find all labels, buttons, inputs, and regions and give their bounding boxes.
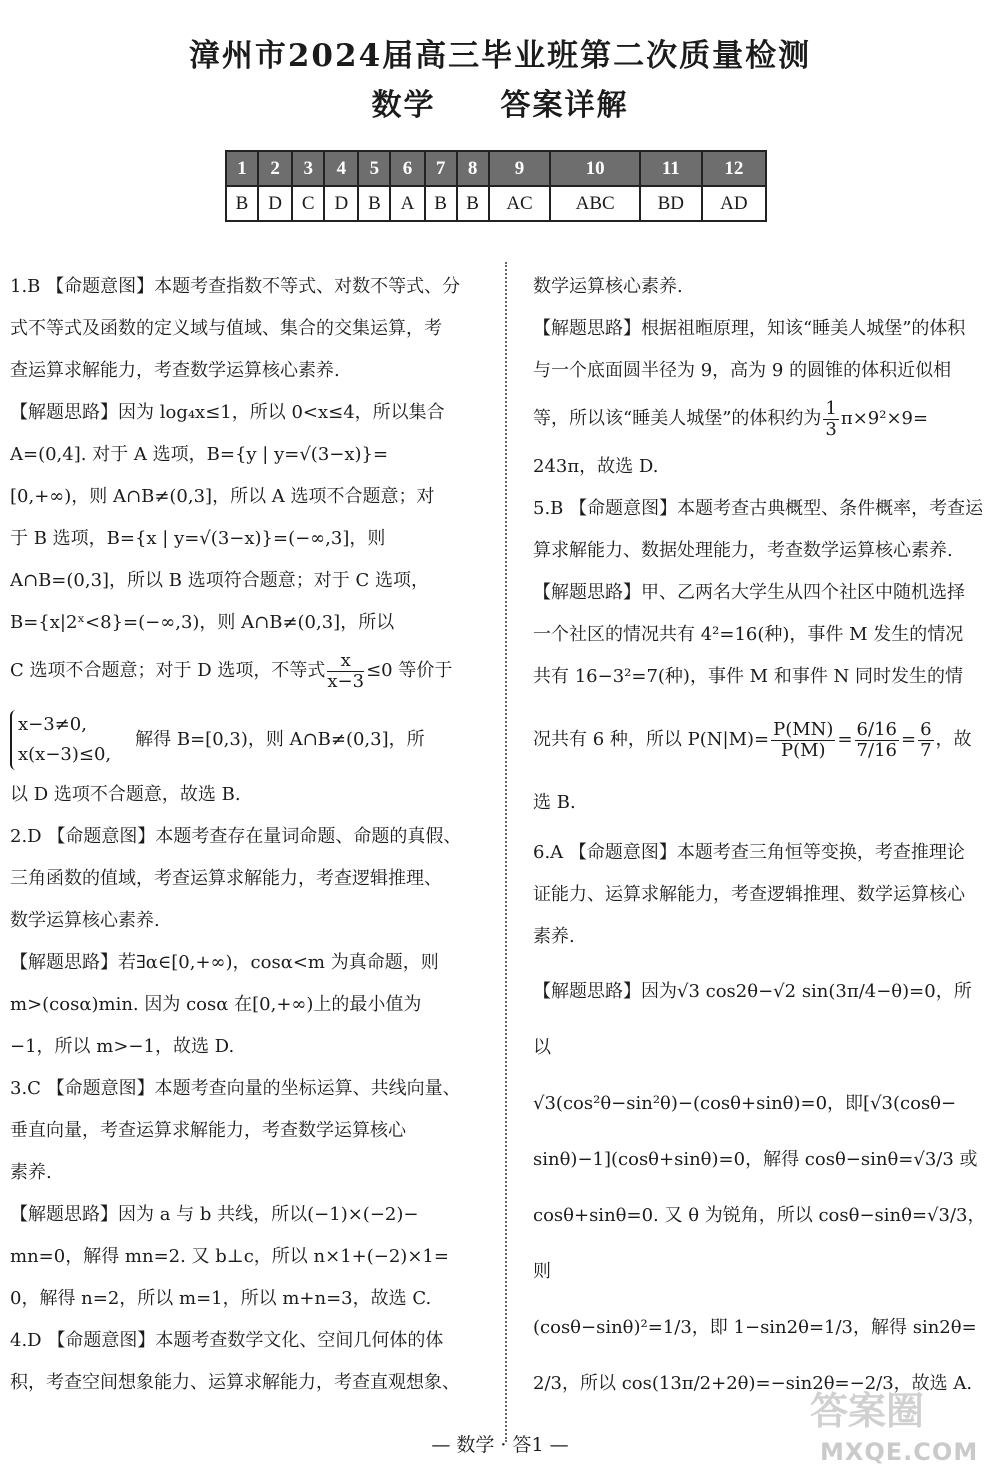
question-number: 2 [258, 151, 292, 186]
answer-table-answers-row [226, 186, 766, 221]
q6-solution: 【解题思路】因为√3 cos2θ−√2 sin(3π/4−θ)=0，所以 [533, 981, 972, 1058]
q4-text: 数学运算核心素养. [533, 276, 683, 297]
q4-text: 积，考查空间想象能力、运算求解能力，考查直观想象、 [10, 1372, 460, 1393]
q5-text: 5.B 【命题意图】本题考查古典概型、条件概率，考查运 [533, 498, 984, 519]
page-footer: — 数学 · 答1 — [431, 1434, 569, 1456]
q4-text-part: 等，所以该“睡美人城堡”的体积约为 [533, 408, 822, 429]
left-column [10, 266, 475, 1404]
watermark-url: MXQE.COM [820, 1438, 979, 1466]
fraction-denominator: x−3 [327, 670, 365, 692]
answer-cell: BD [640, 186, 702, 221]
q1-solution: [0,+∞)，则 A∩B≠(0,3]，所以 A 选项不合题意；对 [10, 486, 435, 507]
answer-cell: B [226, 186, 258, 221]
answer-explanation-label: 答案详解 [500, 88, 629, 123]
q2-text: 数学运算核心素养. [10, 910, 160, 931]
q5-text-part: ，故 [935, 729, 972, 750]
q3-solution: mn=0，解得 mn=2. 又 b⊥c，所以 n×1+(−2)×1= [10, 1246, 449, 1267]
q1-solution: 于 B 选项，B={x | y=√(3−x)}=(−∞,3]，则 [10, 528, 386, 549]
answer-cell: B [425, 186, 457, 221]
fraction [771, 720, 835, 761]
fraction [823, 399, 838, 440]
answer-cell: A [390, 186, 424, 221]
q1-solution: A=(0,4]. 对于 A 选项，B={y | y=√(3−x)}= [10, 444, 389, 465]
q5-solution: 共有 16−3²=7(种)，事件 M 和事件 N 同时发生的情 [533, 666, 964, 687]
fraction-numerator: P(MN) [773, 718, 834, 740]
q5-solution: 况共有 6 种，所以 P(N|M)= $\frac{P(MN)}{P(M)}$ = $\frac{6/16}{7/16}$ = $\frac{6}{7}$ ，故 [533, 718, 972, 761]
question-number: 4 [324, 151, 358, 186]
q2-text: 2.D 【命题意图】本题考查存在量词命题、命题的真假、 [10, 826, 462, 847]
q4-solution: 243π，故选 D. [533, 456, 659, 477]
q1-solution: 以 D 选项不合题意，故选 B. [10, 784, 241, 805]
q3-text: 垂直向量，考查运算求解能力，考查数学运算核心 [10, 1120, 406, 1141]
q5-text: 算求解能力、数据处理能力，考查数学运算核心素养. [533, 540, 953, 561]
answer-cell: D [324, 186, 358, 221]
question-number: 9 [489, 151, 551, 186]
q5-solution: 一个社区的情况共有 4²=16(种)，事件 M 发生的情况 [533, 624, 964, 645]
fraction-denominator: P(M) [780, 739, 826, 761]
question-number: 5 [358, 151, 390, 186]
q4-solution: 与一个底面圆半径为 9，高为 9 的圆锥的体积近似相 [533, 360, 952, 381]
q5-text-part: 况共有 6 种，所以 P(N|M)= [533, 729, 770, 750]
q6-solution: cosθ+sinθ=0. 又 θ 为锐角，所以 cosθ−sinθ=√3/3，则 [533, 1205, 986, 1282]
q4-text-part: π×9²×9= [840, 408, 929, 429]
q2-solution: m>(cosα)min. 因为 cosα 在[0,+∞)上的最小值为 [10, 994, 422, 1015]
q3-text: 素养. [10, 1162, 52, 1183]
system-line: x(x−3)≤0, [18, 744, 112, 765]
answer-cell: AD [702, 186, 766, 221]
fraction [918, 720, 933, 761]
system-line: x−3≠0, [18, 714, 87, 735]
q3-solution: 【解题思路】因为 a 与 b 共线，所以(−1)×(−2)− [10, 1204, 419, 1225]
answer-table [225, 150, 767, 222]
answer-cell: C [292, 186, 324, 221]
question-number: 6 [390, 151, 424, 186]
q4-solution [533, 392, 988, 446]
answer-cell: B [358, 186, 390, 221]
q6-solution: 2/3，所以 cos(13π/2+2θ)=−sin2θ=−2/3，故选 A. [533, 1373, 973, 1394]
q1-solution: 【解题思路】因为 log₄x≤1，所以 0<x≤4，所以集合 [10, 402, 445, 423]
column-divider [505, 262, 507, 1442]
watermark-text: 答案圈 [810, 1389, 925, 1433]
q2-solution: −1，所以 m>−1，故选 D. [10, 1036, 235, 1057]
fraction-numerator: 6/16 [856, 718, 897, 740]
q3-text: 3.C 【命题意图】本题考查向量的坐标运算、共线向量、 [10, 1078, 461, 1099]
q1-text: 式不等式及函数的定义域与值域、集合的交集运算，考 [10, 318, 442, 339]
right-column [533, 266, 988, 1412]
fraction-numerator: 1 [825, 397, 837, 419]
question-number: 1 [226, 151, 258, 186]
fraction-numerator: x [327, 651, 364, 672]
equation-system [10, 710, 111, 770]
fraction-denominator: 7/16 [856, 739, 897, 761]
q1-text-part: C 选项不合题意；对于 D 选项，不等式 [10, 660, 326, 681]
fraction-denominator: 3 [825, 418, 837, 440]
question-number: 10 [550, 151, 639, 186]
question-number: 8 [457, 151, 489, 186]
answer-cell: ABC [550, 186, 639, 221]
page-subtitle [0, 80, 1000, 124]
q5-solution: 选 B. [533, 792, 576, 813]
q1-text-part: ≤0 等价于 [366, 660, 453, 681]
q2-text: 三角函数的值域，考查运算求解能力，考查逻辑推理、 [10, 868, 442, 889]
q3-solution: 0，解得 n=2，所以 m=1，所以 m+n=3，故选 C. [10, 1288, 432, 1309]
fraction [855, 720, 899, 761]
question-number: 7 [425, 151, 457, 186]
q1-text: 1.B 【命题意图】本题考查指数不等式、对数不等式、分 [10, 276, 461, 297]
question-number: 3 [292, 151, 324, 186]
q5-solution: 【解题思路】甲、乙两名大学生从四个社区中随机选择 [533, 582, 965, 603]
q6-solution: (cosθ−sinθ)²=1/3，即 1−sin2θ=1/3，解得 sin2θ= [533, 1317, 977, 1338]
q6-solution: sinθ)−1](cosθ+sinθ)=0，解得 cosθ−sinθ=√3/3 或 [533, 1149, 978, 1170]
q1-solution [10, 644, 475, 698]
answer-cell: D [258, 186, 292, 221]
q2-solution: 【解题思路】若∃α∈[0,+∞)，cosα<m 为真命题，则 [10, 952, 439, 973]
q1-solution [10, 710, 475, 770]
q6-text: 6.A 【命题意图】本题考查三角恒等变换，考查推理论 [533, 842, 965, 863]
page-title: 漳州市2024届高三毕业班第二次质量检测 [188, 38, 812, 74]
question-number: 11 [640, 151, 702, 186]
q6-solution: √3(cos²θ−sin²θ)−(cosθ+sinθ)=0，即[√3(cosθ− [533, 1093, 957, 1114]
q1-solution: A∩B=(0,3]，所以 B 选项符合题意；对于 C 选项， [10, 570, 429, 591]
fraction [327, 651, 364, 692]
question-number: 12 [702, 151, 766, 186]
q1-solution: B={x|2ˣ<8}=(−∞,3)，则 A∩B≠(0,3]，所以 [10, 612, 395, 633]
answer-table-numbers-row [226, 151, 766, 186]
answer-cell: B [457, 186, 489, 221]
q6-text: 证能力、运算求解能力，考查逻辑推理、数学运算核心 [533, 884, 965, 905]
q4-solution: 【解题思路】根据祖暅原理，知该“睡美人城堡”的体积 [533, 318, 966, 339]
q6-text: 素养. [533, 926, 575, 947]
watermark-logo [800, 1380, 990, 1470]
answer-cell: AC [489, 186, 551, 221]
q1-text: 查运算求解能力，考查数学运算核心素养. [10, 360, 340, 381]
q4-text: 4.D 【命题意图】本题考查数学文化、空间几何体的体 [10, 1330, 444, 1351]
fraction-denominator: 7 [920, 739, 932, 761]
fraction-numerator: 6 [920, 718, 932, 740]
q1-text-part: 解得 B=[0,3)，则 A∩B≠(0,3]，所 [135, 729, 425, 750]
subject-label: 数学 [371, 88, 436, 123]
